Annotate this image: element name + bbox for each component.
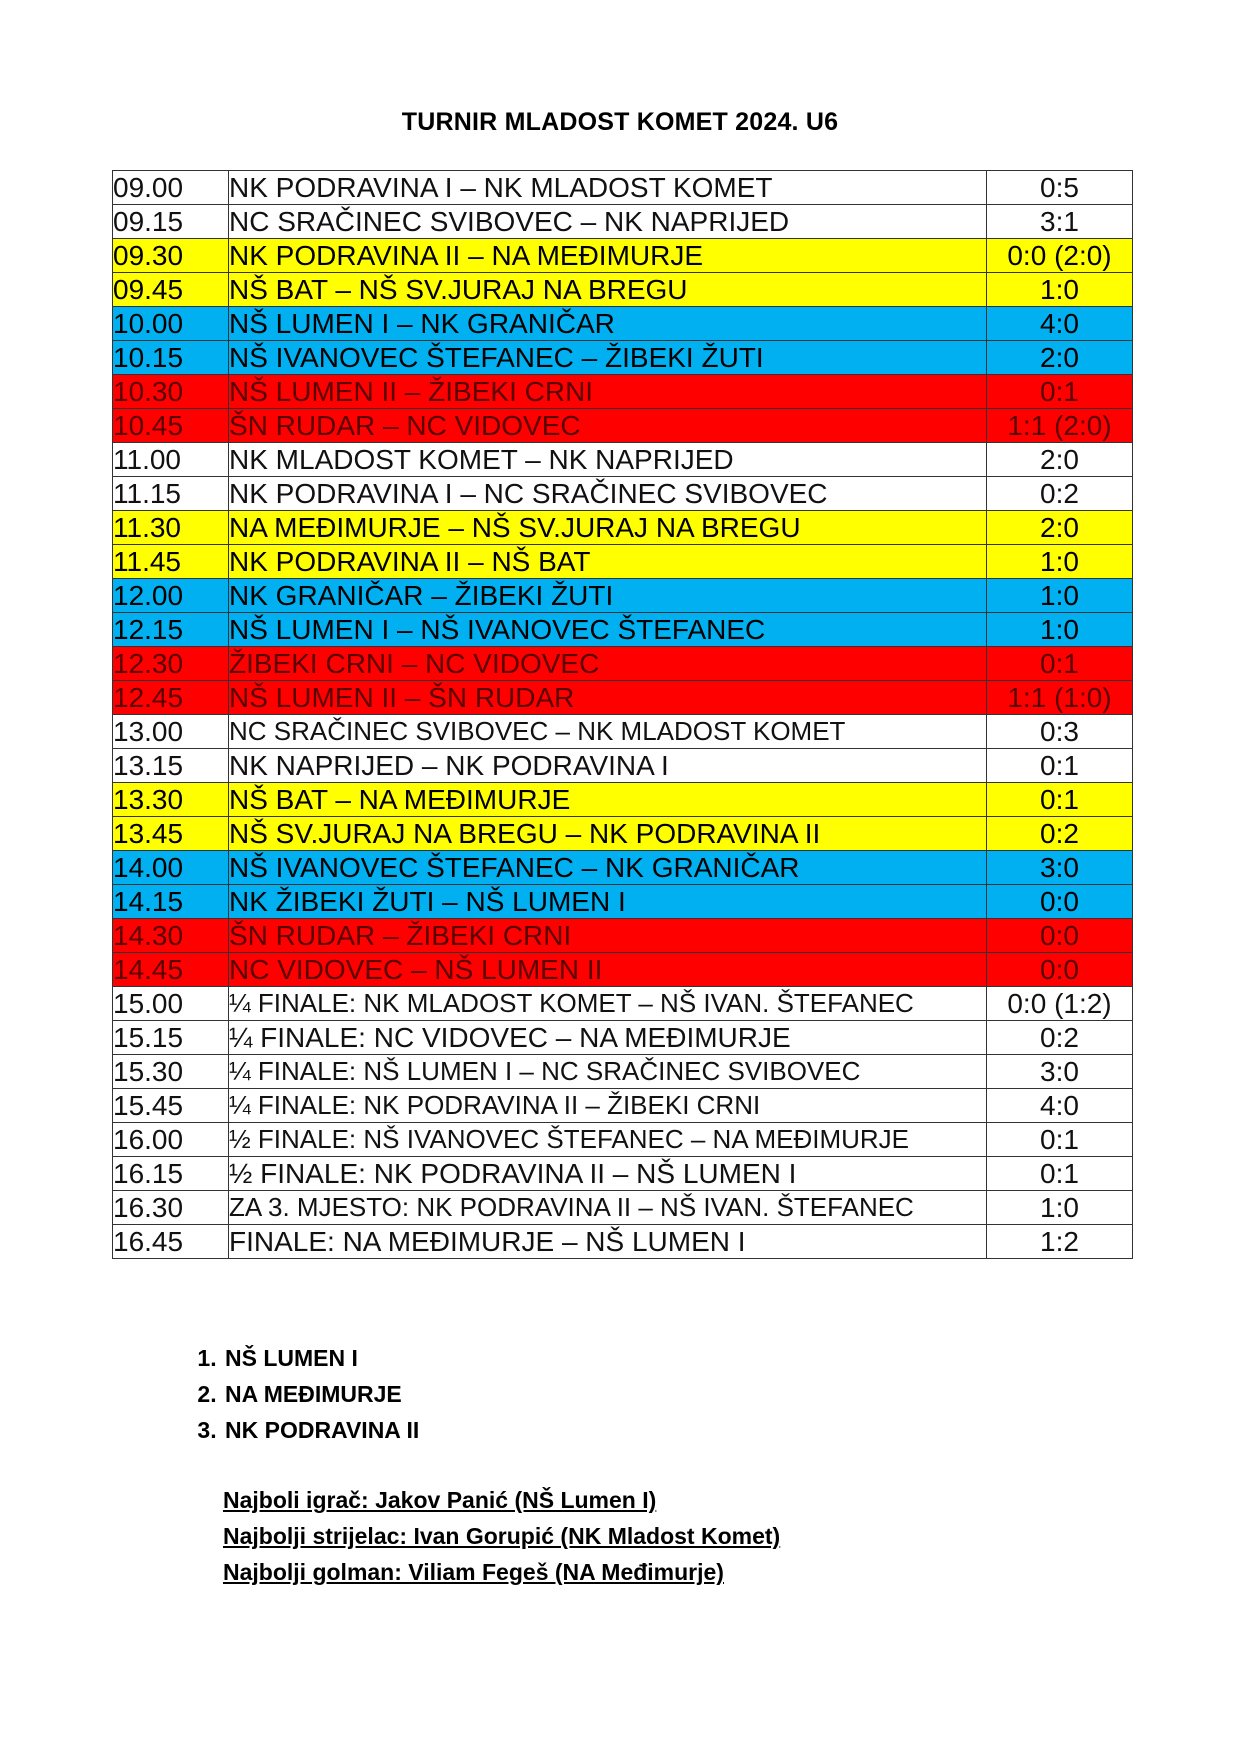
match-time: 12.15 (113, 613, 229, 647)
match-score: 4:0 (987, 307, 1133, 341)
match-score: 0:1 (987, 1123, 1133, 1157)
ranking-item: 1. NŠ LUMEN I (223, 1340, 419, 1376)
match-score: 1:0 (987, 613, 1133, 647)
award-line: Najbolji golman: Viliam Fegeš (NA Međimurje) (223, 1559, 724, 1585)
table-row (113, 511, 1133, 545)
match-teams: NŠ SV.JURAJ NA BREGU – NK PODRAVINA II (229, 817, 987, 851)
match-time: 13.15 (113, 749, 229, 783)
match-time: 12.30 (113, 647, 229, 681)
table-row (113, 919, 1133, 953)
match-teams: NK MLADOST KOMET – NK NAPRIJED (229, 443, 987, 477)
match-score: 3:0 (987, 851, 1133, 885)
table-row (113, 613, 1133, 647)
match-time: 11.00 (113, 443, 229, 477)
table-row (113, 545, 1133, 579)
match-teams: ZA 3. MJESTO: NK PODRAVINA II – NŠ IVAN. ŠTEFANEC (229, 1191, 987, 1225)
match-time: 14.15 (113, 885, 229, 919)
match-score: 1:0 (987, 1191, 1133, 1225)
match-time: 10.15 (113, 341, 229, 375)
match-teams: ŠN RUDAR – ŽIBEKI CRNI (229, 919, 987, 953)
match-score: 0:0 (2:0) (987, 239, 1133, 273)
table-row (113, 851, 1133, 885)
table-row (113, 885, 1133, 919)
match-teams: NC SRAČINEC SVIBOVEC – NK NAPRIJED (229, 205, 987, 239)
match-teams: NK PODRAVINA I – NK MLADOST KOMET (229, 171, 987, 205)
match-score: 0:2 (987, 817, 1133, 851)
match-time: 14.30 (113, 919, 229, 953)
table-row (113, 409, 1133, 443)
document-title: TURNIR MLADOST KOMET 2024. U6 (401, 108, 839, 136)
match-teams: NŠ LUMEN I – NK GRANIČAR (229, 307, 987, 341)
match-score: 2:0 (987, 511, 1133, 545)
match-score: 2:0 (987, 341, 1133, 375)
match-teams: NK NAPRIJED – NK PODRAVINA I (229, 749, 987, 783)
match-teams: FINALE: NA MEĐIMURJE – NŠ LUMEN I (229, 1225, 987, 1259)
match-teams: ¼ FINALE: NŠ LUMEN I – NC SRAČINEC SVIBOVEC (229, 1055, 987, 1089)
match-score: 0:5 (987, 171, 1133, 205)
table-row (113, 1021, 1133, 1055)
match-score: 4:0 (987, 1089, 1133, 1123)
table-row (113, 681, 1133, 715)
table-row (113, 1089, 1133, 1123)
match-score: 0:2 (987, 477, 1133, 511)
awards-list (223, 1482, 780, 1590)
table-row (113, 1225, 1133, 1259)
table-row (113, 341, 1133, 375)
match-time: 13.00 (113, 715, 229, 749)
final-ranking-list (187, 1340, 419, 1448)
match-teams: NK PODRAVINA I – NC SRAČINEC SVIBOVEC (229, 477, 987, 511)
match-time: 16.00 (113, 1123, 229, 1157)
match-teams: NK PODRAVINA II – NŠ BAT (229, 545, 987, 579)
match-time: 11.30 (113, 511, 229, 545)
match-time: 13.30 (113, 783, 229, 817)
table-row (113, 171, 1133, 205)
match-time: 11.45 (113, 545, 229, 579)
match-score: 0:1 (987, 375, 1133, 409)
table-row (113, 647, 1133, 681)
match-time: 12.45 (113, 681, 229, 715)
table-row (113, 1157, 1133, 1191)
match-teams: NŠ LUMEN II – ŽIBEKI CRNI (229, 375, 987, 409)
match-time: 15.45 (113, 1089, 229, 1123)
match-time: 14.45 (113, 953, 229, 987)
match-time: 11.15 (113, 477, 229, 511)
ranking-item: 3. NK PODRAVINA II (223, 1412, 419, 1448)
match-score: 1:0 (987, 579, 1133, 613)
match-score: 0:1 (987, 1157, 1133, 1191)
table-row (113, 817, 1133, 851)
match-score: 1:1 (1:0) (987, 681, 1133, 715)
award-line: Najbolji strijelac: Ivan Gorupić (NK Mladost Komet) (223, 1523, 781, 1549)
match-time: 09.30 (113, 239, 229, 273)
table-row (113, 749, 1133, 783)
match-time: 16.15 (113, 1157, 229, 1191)
match-score: 0:0 (987, 885, 1133, 919)
match-time: 16.45 (113, 1225, 229, 1259)
match-time: 10.30 (113, 375, 229, 409)
ranking-item: 2. NA MEĐIMURJE (223, 1376, 419, 1412)
table-row (113, 205, 1133, 239)
match-teams: ¼ FINALE: NC VIDOVEC – NA MEĐIMURJE (229, 1021, 987, 1055)
match-score: 3:1 (987, 205, 1133, 239)
match-time: 16.30 (113, 1191, 229, 1225)
match-teams: ¼ FINALE: NK MLADOST KOMET – NŠ IVAN. ŠTEFANEC (229, 987, 987, 1021)
match-score: 2:0 (987, 443, 1133, 477)
match-score: 0:1 (987, 647, 1133, 681)
match-score: 3:0 (987, 1055, 1133, 1089)
table-row (113, 715, 1133, 749)
table-row (113, 987, 1133, 1021)
match-teams: NŠ LUMEN I – NŠ IVANOVEC ŠTEFANEC (229, 613, 987, 647)
match-time: 15.15 (113, 1021, 229, 1055)
match-teams: ŽIBEKI CRNI – NC VIDOVEC (229, 647, 987, 681)
schedule-body (113, 171, 1133, 1259)
table-row (113, 307, 1133, 341)
match-score: 1:1 (2:0) (987, 409, 1133, 443)
match-teams: NK PODRAVINA II – NA MEĐIMURJE (229, 239, 987, 273)
match-teams: NK GRANIČAR – ŽIBEKI ŽUTI (229, 579, 987, 613)
match-score: 1:0 (987, 273, 1133, 307)
match-teams: NŠ IVANOVEC ŠTEFANEC – ŽIBEKI ŽUTI (229, 341, 987, 375)
match-teams: NC SRAČINEC SVIBOVEC – NK MLADOST KOMET (229, 715, 987, 749)
table-row (113, 579, 1133, 613)
match-time: 09.00 (113, 171, 229, 205)
match-score: 0:1 (987, 749, 1133, 783)
match-time: 09.15 (113, 205, 229, 239)
table-row (113, 1191, 1133, 1225)
match-score: 1:0 (987, 545, 1133, 579)
table-row (113, 1055, 1133, 1089)
match-teams: NŠ IVANOVEC ŠTEFANEC – NK GRANIČAR (229, 851, 987, 885)
match-teams: NK ŽIBEKI ŽUTI – NŠ LUMEN I (229, 885, 987, 919)
match-time: 12.00 (113, 579, 229, 613)
table-row (113, 273, 1133, 307)
match-teams: ½ FINALE: NŠ IVANOVEC ŠTEFANEC – NA MEĐIMURJE (229, 1123, 987, 1157)
match-teams: NŠ LUMEN II – ŠN RUDAR (229, 681, 987, 715)
match-teams: NŠ BAT – NA MEĐIMURJE (229, 783, 987, 817)
award-line: Najboli igrač: Jakov Panić (NŠ Lumen I) (223, 1487, 657, 1513)
match-time: 15.30 (113, 1055, 229, 1089)
table-row (113, 477, 1133, 511)
table-row (113, 783, 1133, 817)
match-score: 0:2 (987, 1021, 1133, 1055)
table-row (113, 443, 1133, 477)
table-row (113, 375, 1133, 409)
match-time: 15.00 (113, 987, 229, 1021)
match-teams: NC VIDOVEC – NŠ LUMEN II (229, 953, 987, 987)
match-score: 0:0 (1:2) (987, 987, 1133, 1021)
table-row (113, 239, 1133, 273)
match-score: 1:2 (987, 1225, 1133, 1259)
match-time: 14.00 (113, 851, 229, 885)
match-time: 09.45 (113, 273, 229, 307)
match-teams: ½ FINALE: NK PODRAVINA II – NŠ LUMEN I (229, 1157, 987, 1191)
match-score: 0:0 (987, 953, 1133, 987)
table-row (113, 1123, 1133, 1157)
match-time: 10.00 (113, 307, 229, 341)
match-score: 0:1 (987, 783, 1133, 817)
match-score: 0:0 (987, 919, 1133, 953)
match-teams: NŠ BAT – NŠ SV.JURAJ NA BREGU (229, 273, 987, 307)
match-score: 0:3 (987, 715, 1133, 749)
match-teams: NA MEĐIMURJE – NŠ SV.JURAJ NA BREGU (229, 511, 987, 545)
match-time: 10.45 (113, 409, 229, 443)
table-row (113, 953, 1133, 987)
match-time: 13.45 (113, 817, 229, 851)
match-teams: ¼ FINALE: NK PODRAVINA II – ŽIBEKI CRNI (229, 1089, 987, 1123)
schedule-table (112, 170, 1133, 1259)
match-teams: ŠN RUDAR – NC VIDOVEC (229, 409, 987, 443)
